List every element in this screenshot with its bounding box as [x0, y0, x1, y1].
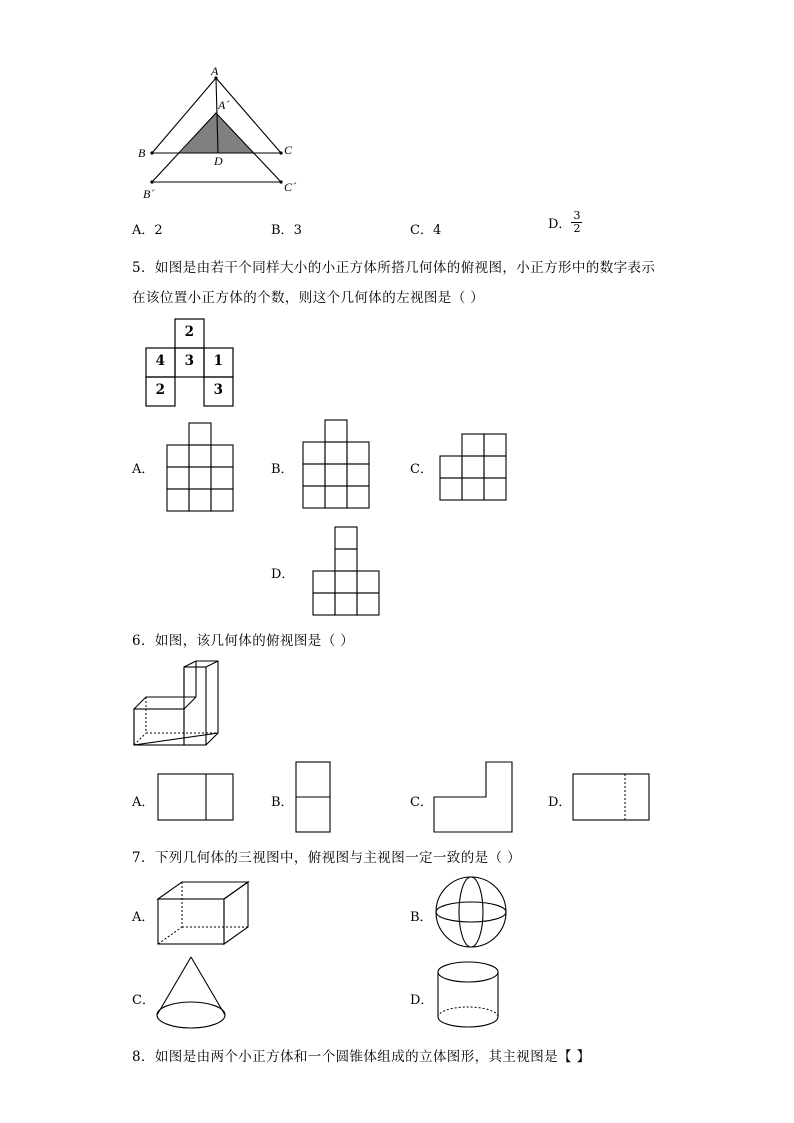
q4-label-B-prime: B´ — [143, 187, 155, 201]
q6-stem: 6．如图，该几何体的俯视图是（ ） — [132, 633, 355, 649]
q5-stem-line1: 5．如图是由若干个同样大小的小正方体所搭几何体的俯视图，小正方形中的数字表示 — [132, 260, 656, 276]
q4-fraction-denominator: 2 — [573, 222, 581, 235]
q4-option-c-text: 4 — [432, 223, 442, 238]
q4-label-C-prime: C´ — [284, 180, 296, 194]
q7-option-d-label[interactable]: D． — [410, 993, 434, 1008]
q6-option-c-label[interactable]: C． — [410, 795, 433, 810]
q4-fraction-numerator: 3 — [573, 209, 581, 222]
q4-option-b-text: 3 — [293, 223, 302, 238]
q5-stem-line2: 在该位置小正方体的个数，则这个几何体的左视图是（ ） — [132, 290, 485, 306]
q5-grid-cell: 1 — [213, 353, 224, 369]
q7-option-a-label[interactable]: A． — [132, 910, 155, 925]
q6-option-a-label[interactable]: A． — [132, 795, 155, 810]
q7-stem: 7．下列几何体的三视图中，俯视图与主视图一定一致的是（ ） — [132, 850, 521, 866]
q5-option-d-label[interactable]: D． — [271, 567, 295, 582]
q4-option-a-letter: A． — [132, 223, 155, 238]
q4-option-c-letter: C． — [410, 223, 433, 238]
q5-grid-cell: 2 — [184, 324, 195, 340]
q6-option-d-label[interactable]: D． — [548, 795, 572, 810]
q4-label-A: A — [211, 64, 219, 78]
q5-option-c-label[interactable]: C． — [410, 462, 433, 477]
q5-option-a-label[interactable]: A． — [132, 462, 155, 477]
q4-option-d-letter: D． — [548, 217, 572, 232]
q4-label-B: B — [138, 146, 146, 160]
q6-option-b-label[interactable]: B． — [271, 795, 294, 810]
q7-option-b-label[interactable]: B． — [410, 910, 433, 925]
q4-option-a-text: 2 — [154, 223, 163, 238]
q5-grid-cell: 3 — [184, 353, 195, 369]
q5-grid-cell: 3 — [213, 382, 224, 398]
q4-label-C: C — [284, 143, 293, 157]
q4-option-b-letter: B． — [271, 223, 294, 238]
q5-grid-cell: 2 — [155, 382, 166, 398]
q7-option-c-label[interactable]: C． — [132, 993, 155, 1008]
q4-label-D: D — [214, 154, 223, 168]
q5-option-b-label[interactable]: B． — [271, 462, 294, 477]
q4-label-A-prime: A´ — [218, 98, 230, 112]
q5-grid-cell: 4 — [155, 353, 166, 369]
q8-stem: 8．如图是由两个小正方体和一个圆锥体组成的立体图形，其主视图是【 】 — [132, 1049, 591, 1065]
